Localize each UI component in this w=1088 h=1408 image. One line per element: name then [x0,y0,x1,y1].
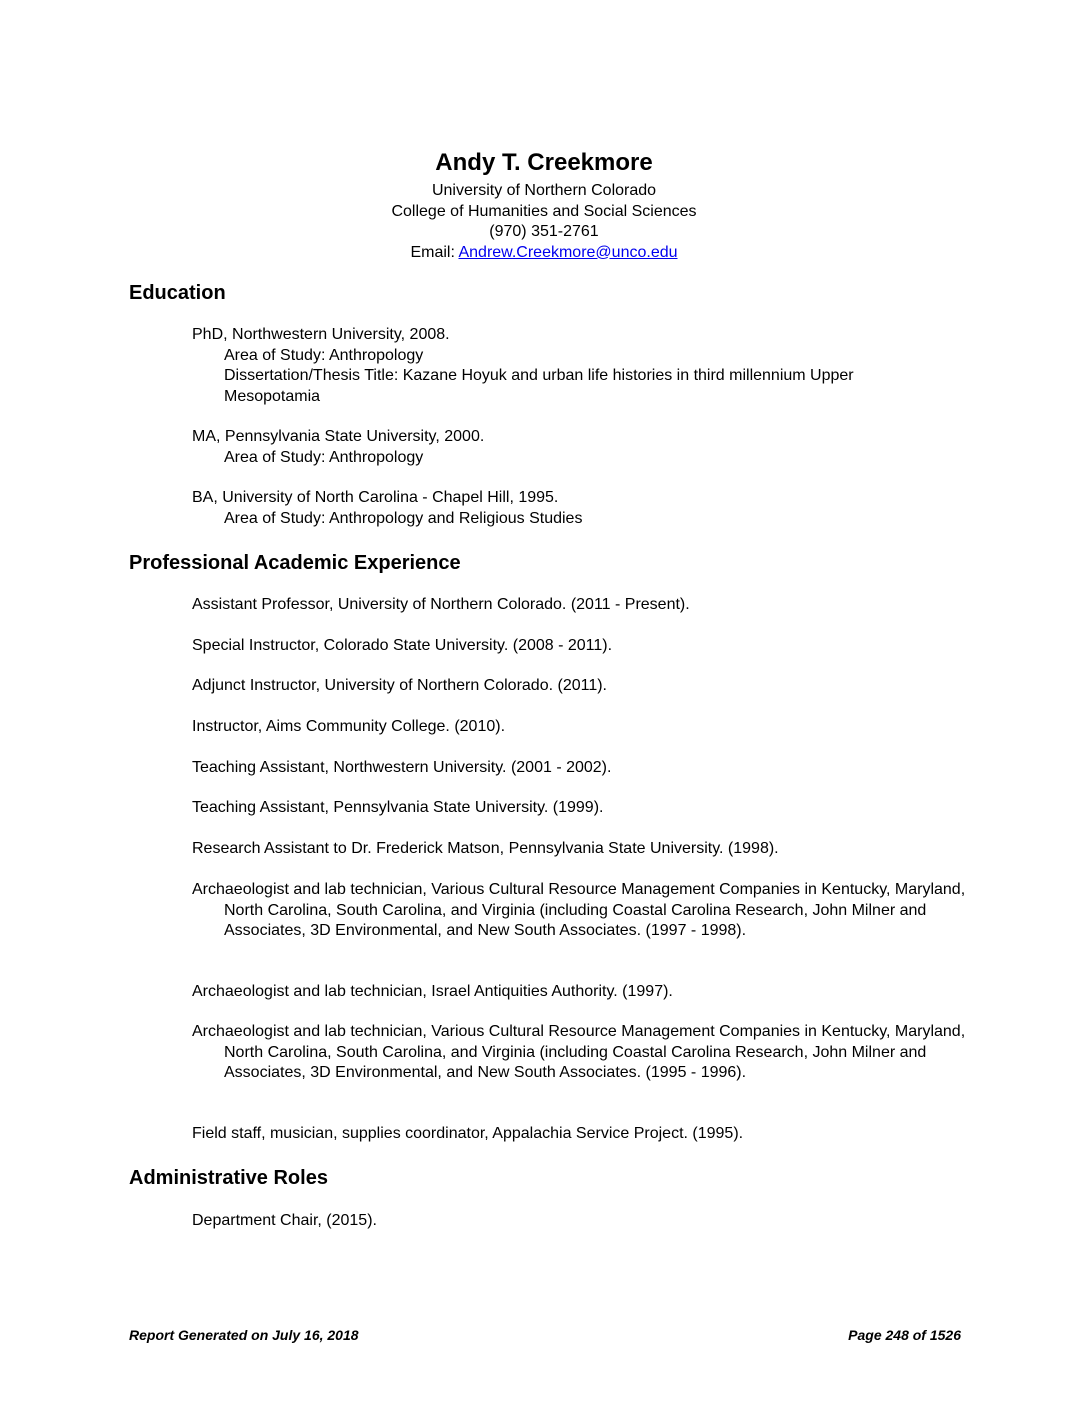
experience-text: Archaeologist and lab technician, Israel Antiquities Authority. (1997). [192,983,673,1000]
experience-entry [192,1022,972,1084]
experience-text: Instructor, Aims Community College. (2010). [192,718,506,735]
experience-entry [192,798,972,819]
experience-text: Assistant Professor, University of Northern Colorado. (2011 - Present). [192,596,690,613]
experience-entry [192,982,972,1003]
email-link[interactable]: Andrew.Creekmore@unco.edu [458,243,678,261]
experience-entry [192,839,972,860]
email-line [0,243,1088,264]
email-label: Email: [410,243,459,261]
education-entry [192,325,972,407]
area-of-study: Area of Study: Anthropology [224,346,424,364]
experience-entry [192,880,972,942]
experience-entry [192,595,972,616]
college: College of Humanities and Social Sciences [391,202,697,220]
university: University of Northern Colorado [431,182,657,199]
admin-entry [192,1211,972,1232]
experience-text: Special Instructor, Colorado State University. (2008 - 2011). [192,637,613,654]
thesis-title-cont: Mesopotamia [224,387,321,405]
experience-entry [192,717,972,738]
experience-text: Archaeologist and lab technician, Various Cultural Resource Management Companies in Kentucky, Maryland, North Carolina, South Carolina, and Virginia (including Coastal Carolina Research, John Milner and Associates, 3D Environmental, and New South Associates. (1997 - 1998). [192,881,966,939]
area-of-study: Area of Study: Anthropology and Religious Studies [224,509,583,527]
education-entry [192,488,972,529]
experience-text: Research Assistant to Dr. Frederick Matson, Pennsylvania State University. (1998). [192,840,779,857]
experience-text: Adjunct Instructor, University of Northern Colorado. (2011). [192,677,607,694]
experience-heading: Professional Academic Experience [129,552,461,574]
experience-entry [192,758,972,779]
admin-heading: Administrative Roles [129,1167,328,1189]
degree: BA, University of North Carolina - Chapel Hill, 1995. [192,489,559,506]
degree: MA, Pennsylvania State University, 2000. [192,428,485,445]
cv-header [0,148,1088,263]
person-name: Andy T. Creekmore [435,149,653,176]
footer-page-number: Page 248 of 1526 [848,1327,961,1343]
experience-text: Field staff, musician, supplies coordinator, Appalachia Service Project. (1995). [192,1125,744,1142]
experience-entry [192,1124,972,1145]
phone: (970) 351-2761 [489,223,599,240]
area-of-study: Area of Study: Anthropology [224,448,424,466]
education-heading: Education [129,282,226,304]
thesis-title: Dissertation/Thesis Title: Kazane Hoyuk and urban life histories in third millennium Upper [224,367,854,384]
education-entry [192,427,972,468]
experience-entry [192,636,972,657]
experience-text: Archaeologist and lab technician, Various Cultural Resource Management Companies in Kentucky, Maryland, North Carolina, South Carolina, and Virginia (including Coastal Carolina Research, John Milner and Associates, 3D Environmental, and New South Associates. (1995 - 1996). [192,1023,966,1081]
experience-text: Teaching Assistant, Pennsylvania State University. (1999). [192,799,604,816]
experience-entry [192,676,972,697]
experience-text: Teaching Assistant, Northwestern University. (2001 - 2002). [192,759,612,776]
degree: PhD, Northwestern University, 2008. [192,326,450,343]
footer-report-date: Report Generated on July 16, 2018 [129,1327,359,1343]
admin-text: Department Chair, (2015). [192,1212,377,1229]
